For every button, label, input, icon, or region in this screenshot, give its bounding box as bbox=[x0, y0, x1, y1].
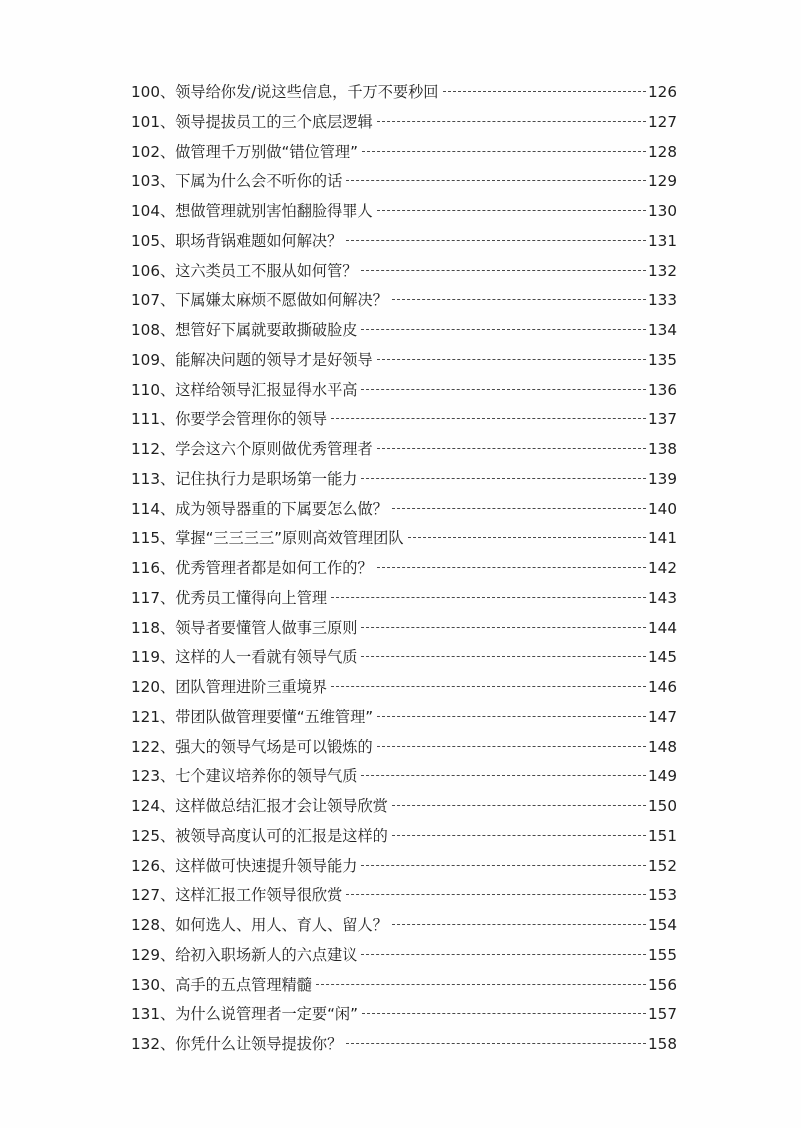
toc-entry[interactable] bbox=[131, 762, 677, 792]
toc-entry-page-number: 136 bbox=[648, 380, 677, 399]
toc-entry[interactable] bbox=[131, 227, 677, 257]
toc-entry[interactable] bbox=[131, 911, 677, 941]
toc-entry[interactable] bbox=[131, 435, 677, 465]
toc-entry-title: 你凭什么让领导提拔你？ bbox=[175, 1035, 343, 1053]
toc-entry-title: 为什么说管理者一定要“闲” bbox=[175, 1005, 358, 1024]
toc-entry-number: 132、 bbox=[131, 1035, 176, 1053]
toc-dot-leader bbox=[362, 151, 646, 152]
toc-entry[interactable] bbox=[131, 1030, 677, 1060]
toc-dot-leader bbox=[316, 984, 646, 985]
toc-entry[interactable] bbox=[131, 524, 677, 554]
toc-entry-page-number: 157 bbox=[648, 1005, 677, 1024]
toc-entry-number: 110、 bbox=[131, 380, 176, 399]
toc-entry-title: 这六类员工不服从如何管？ bbox=[175, 261, 358, 280]
toc-entry-page-number: 144 bbox=[648, 618, 677, 637]
toc-entry[interactable] bbox=[131, 78, 677, 108]
toc-entry-title: 七个建议培养你的领导气质 bbox=[175, 767, 358, 786]
toc-dot-leader bbox=[361, 954, 646, 955]
toc-entry-number: 126、 bbox=[131, 856, 176, 875]
toc-entry-title: 领导给你发/说这些信息，千万不要秒回 bbox=[175, 83, 439, 101]
toc-entry-number: 112、 bbox=[131, 440, 176, 458]
toc-entry-number: 119、 bbox=[131, 648, 176, 667]
toc-entry-page-number: 133 bbox=[648, 291, 677, 310]
toc-entry[interactable] bbox=[131, 673, 677, 703]
toc-entry-number: 101、 bbox=[131, 112, 176, 131]
toc-entry-page-number: 131 bbox=[648, 231, 677, 250]
toc-dot-leader bbox=[392, 299, 646, 300]
toc-entry[interactable] bbox=[131, 643, 677, 673]
toc-entry-page-number: 137 bbox=[648, 410, 677, 429]
toc-entry-page-number: 152 bbox=[648, 856, 677, 875]
toc-entry-title: 这样汇报工作领导很欣赏 bbox=[175, 886, 343, 905]
toc-entry[interactable] bbox=[131, 316, 677, 346]
toc-dot-leader bbox=[443, 91, 647, 92]
toc-dot-leader bbox=[361, 656, 646, 657]
toc-entry-title: 下属为什么会不听你的话 bbox=[175, 172, 343, 191]
toc-dot-leader bbox=[361, 865, 646, 866]
toc-entry-title: 这样给领导汇报显得水平高 bbox=[175, 380, 358, 399]
toc-entry[interactable] bbox=[131, 852, 677, 882]
toc-entry[interactable] bbox=[131, 554, 677, 584]
toc-entry-page-number: 141 bbox=[648, 529, 677, 548]
toc-entry-page-number: 135 bbox=[648, 350, 677, 369]
toc-entry[interactable] bbox=[131, 465, 677, 495]
toc-entry-title: 给初入职场新人的六点建议 bbox=[175, 945, 358, 964]
toc-entry-page-number: 134 bbox=[648, 321, 677, 339]
table-of-contents bbox=[131, 78, 677, 1060]
toc-entry-page-number: 138 bbox=[648, 440, 677, 458]
toc-entry-page-number: 127 bbox=[648, 112, 677, 131]
toc-entry-page-number: 140 bbox=[648, 499, 677, 518]
toc-entry-page-number: 148 bbox=[648, 737, 677, 756]
toc-entry-title: 能解决问题的领导才是好领导 bbox=[175, 350, 373, 369]
toc-entry-number: 117、 bbox=[131, 588, 176, 607]
toc-entry-page-number: 156 bbox=[648, 975, 677, 994]
toc-entry-page-number: 145 bbox=[648, 648, 677, 667]
toc-dot-leader bbox=[408, 537, 646, 538]
toc-entry-number: 130、 bbox=[131, 975, 176, 994]
toc-entry-title: 你要学会管理你的领导 bbox=[175, 410, 328, 429]
toc-dot-leader bbox=[331, 686, 646, 687]
toc-dot-leader bbox=[331, 597, 646, 598]
toc-entry-title: 学会这六个原则做优秀管理者 bbox=[175, 440, 373, 458]
toc-dot-leader bbox=[361, 627, 646, 628]
toc-dot-leader bbox=[346, 180, 646, 181]
toc-entry-number: 131、 bbox=[131, 1005, 176, 1024]
toc-entry-title: 这样做总结汇报才会让领导欣赏 bbox=[175, 797, 388, 815]
toc-entry-number: 123、 bbox=[131, 767, 176, 786]
toc-entry[interactable] bbox=[131, 584, 677, 614]
toc-entry-page-number: 150 bbox=[648, 797, 677, 815]
toc-entry-number: 113、 bbox=[131, 469, 176, 488]
toc-entry-page-number: 146 bbox=[648, 678, 677, 696]
toc-entry[interactable] bbox=[131, 1000, 677, 1030]
toc-entry[interactable] bbox=[131, 614, 677, 644]
toc-entry[interactable] bbox=[131, 822, 677, 852]
toc-entry-page-number: 154 bbox=[648, 916, 677, 934]
toc-entry-number: 122、 bbox=[131, 737, 176, 756]
toc-entry-title: 强大的领导气场是可以锻炼的 bbox=[175, 737, 373, 756]
toc-entry-page-number: 153 bbox=[648, 886, 677, 905]
toc-entry-number: 106、 bbox=[131, 261, 176, 280]
toc-entry-page-number: 130 bbox=[648, 202, 677, 220]
toc-entry-title: 职场背锅难题如何解决？ bbox=[175, 231, 343, 250]
toc-dot-leader bbox=[361, 270, 646, 271]
toc-entry-title: 做管理千万别做“错位管理” bbox=[175, 142, 358, 161]
toc-entry[interactable] bbox=[131, 495, 677, 525]
toc-entry-number: 114、 bbox=[131, 499, 176, 518]
toc-entry-title: 记住执行力是职场第一能力 bbox=[175, 469, 358, 488]
toc-entry[interactable] bbox=[131, 881, 677, 911]
toc-dot-leader bbox=[377, 210, 646, 211]
toc-entry-title: 下属嫌太麻烦不愿做如何解决？ bbox=[175, 291, 388, 310]
toc-dot-leader bbox=[361, 389, 646, 390]
toc-dot-leader bbox=[346, 240, 646, 241]
toc-entry-page-number: 142 bbox=[648, 559, 677, 577]
toc-entry[interactable] bbox=[131, 108, 677, 138]
toc-entry[interactable] bbox=[131, 257, 677, 287]
toc-entry-page-number: 129 bbox=[648, 172, 677, 191]
toc-entry-title: 优秀员工懂得向上管理 bbox=[175, 588, 328, 607]
toc-dot-leader bbox=[361, 329, 646, 330]
toc-dot-leader bbox=[377, 359, 646, 360]
toc-entry-page-number: 155 bbox=[648, 945, 677, 964]
toc-entry-title: 成为领导器重的下属要怎么做？ bbox=[175, 499, 388, 518]
toc-entry[interactable] bbox=[131, 792, 677, 822]
toc-entry-number: 118、 bbox=[131, 618, 176, 637]
toc-entry-number: 121、 bbox=[131, 707, 176, 726]
toc-entry-number: 100、 bbox=[131, 83, 176, 101]
toc-entry-number: 128、 bbox=[131, 916, 176, 934]
toc-entry[interactable] bbox=[131, 286, 677, 316]
toc-entry-page-number: 143 bbox=[648, 588, 677, 607]
toc-entry-number: 120、 bbox=[131, 678, 176, 696]
toc-entry[interactable] bbox=[131, 138, 677, 168]
toc-entry[interactable] bbox=[131, 346, 677, 376]
toc-entry-page-number: 132 bbox=[648, 261, 677, 280]
toc-dot-leader bbox=[346, 894, 646, 895]
toc-dot-leader bbox=[377, 567, 646, 568]
toc-entry-title: 带团队做管理要懂“五维管理” bbox=[175, 707, 374, 726]
toc-entry[interactable] bbox=[131, 971, 677, 1001]
toc-entry-number: 129、 bbox=[131, 945, 176, 964]
toc-entry-title: 领导提拔员工的三个底层逻辑 bbox=[175, 112, 373, 131]
toc-entry[interactable] bbox=[131, 733, 677, 763]
toc-entry[interactable] bbox=[131, 405, 677, 435]
toc-entry-title: 想管好下属就要敢撕破脸皮 bbox=[175, 321, 358, 339]
toc-entry-page-number: 139 bbox=[648, 469, 677, 488]
toc-entry-title: 掌握“三三三三”原则高效管理团队 bbox=[175, 529, 404, 548]
toc-entry-number: 105、 bbox=[131, 231, 176, 250]
toc-entry-title: 团队管理进阶三重境界 bbox=[175, 678, 328, 696]
toc-entry-page-number: 151 bbox=[648, 826, 677, 845]
toc-dot-leader bbox=[392, 508, 646, 509]
toc-dot-leader bbox=[377, 448, 646, 449]
toc-entry-number: 108、 bbox=[131, 321, 176, 339]
toc-dot-leader bbox=[392, 805, 646, 806]
toc-entry-number: 127、 bbox=[131, 886, 176, 905]
toc-entry-title: 想做管理就别害怕翻脸得罪人 bbox=[175, 202, 373, 220]
toc-entry[interactable] bbox=[131, 167, 677, 197]
toc-dot-leader bbox=[331, 418, 646, 419]
toc-entry-number: 115、 bbox=[131, 529, 176, 548]
toc-entry-number: 103、 bbox=[131, 172, 176, 191]
toc-dot-leader bbox=[392, 835, 646, 836]
toc-entry-number: 124、 bbox=[131, 797, 176, 815]
toc-entry-title: 这样做可快速提升领导能力 bbox=[175, 856, 358, 875]
toc-entry-number: 107、 bbox=[131, 291, 176, 310]
toc-entry-number: 111、 bbox=[131, 410, 176, 429]
toc-entry-number: 116、 bbox=[131, 559, 176, 577]
toc-entry-number: 102、 bbox=[131, 142, 176, 161]
toc-entry-page-number: 149 bbox=[648, 767, 677, 786]
toc-entry[interactable] bbox=[131, 197, 677, 227]
toc-entry[interactable] bbox=[131, 941, 677, 971]
toc-entry-page-number: 147 bbox=[648, 707, 677, 726]
toc-entry-title: 高手的五点管理精髓 bbox=[175, 975, 312, 994]
toc-entry-title: 如何选人、用人、育人、留人？ bbox=[175, 916, 388, 934]
toc-dot-leader bbox=[361, 775, 646, 776]
toc-dot-leader bbox=[361, 478, 646, 479]
toc-dot-leader bbox=[392, 924, 646, 925]
toc-entry-number: 104、 bbox=[131, 202, 176, 220]
toc-dot-leader bbox=[377, 746, 646, 747]
toc-dot-leader bbox=[377, 716, 646, 717]
toc-entry-number: 109、 bbox=[131, 350, 176, 369]
toc-entry-number: 125、 bbox=[131, 826, 176, 845]
toc-entry-page-number: 128 bbox=[648, 142, 677, 161]
toc-dot-leader bbox=[377, 121, 646, 122]
toc-dot-leader bbox=[362, 1013, 646, 1014]
toc-entry-title: 优秀管理者都是如何工作的？ bbox=[175, 559, 373, 577]
toc-entry[interactable] bbox=[131, 376, 677, 406]
toc-entry-page-number: 158 bbox=[648, 1035, 677, 1053]
toc-entry-page-number: 126 bbox=[648, 83, 677, 101]
toc-entry[interactable] bbox=[131, 703, 677, 733]
toc-dot-leader bbox=[346, 1043, 646, 1044]
toc-entry-title: 被领导高度认可的汇报是这样的 bbox=[175, 826, 388, 845]
toc-entry-title: 这样的人一看就有领导气质 bbox=[175, 648, 358, 667]
toc-entry-title: 领导者要懂管人做事三原则 bbox=[175, 618, 358, 637]
